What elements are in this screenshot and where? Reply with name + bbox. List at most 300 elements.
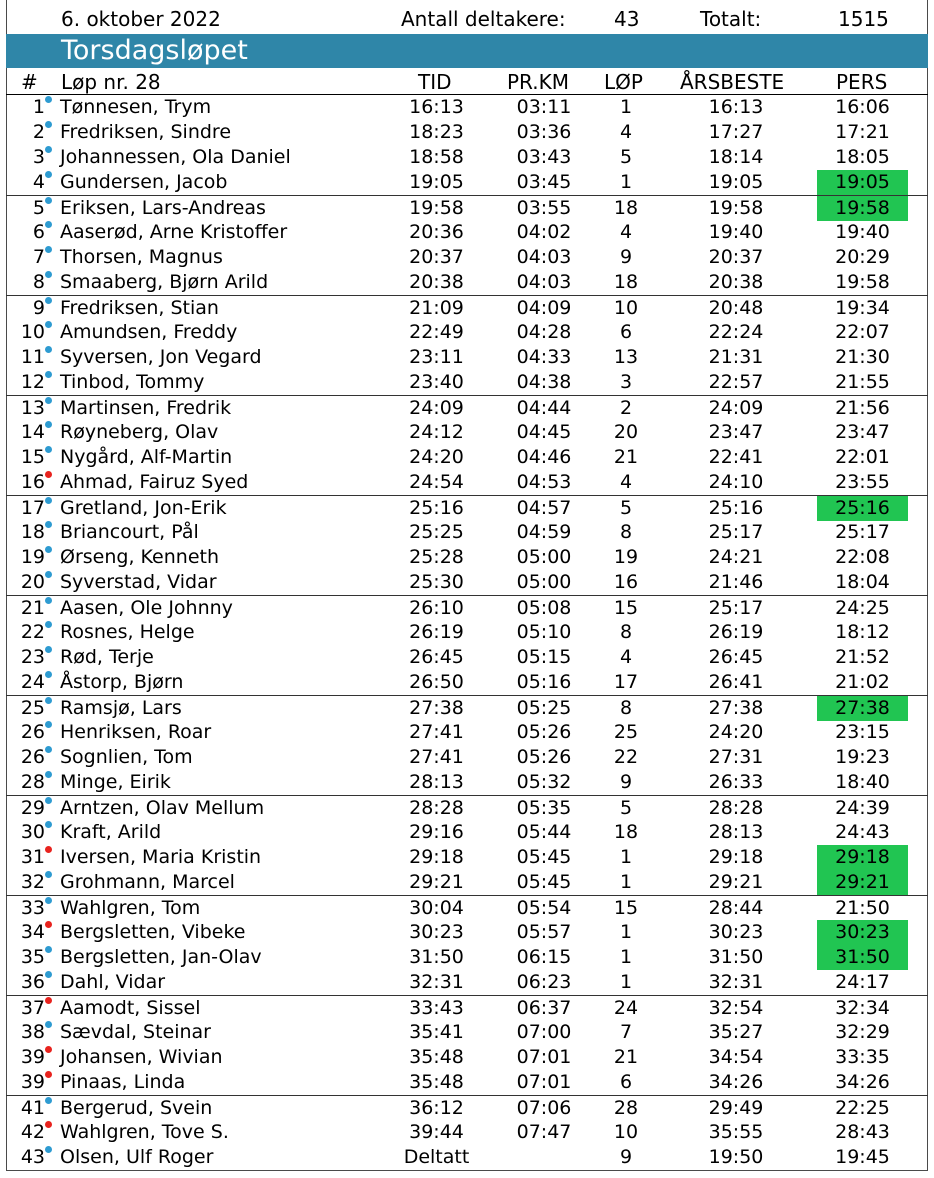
table-row [6, 220, 928, 245]
races-count-cell: 21 [613, 446, 639, 468]
personal-best-cell: 22:08 [835, 546, 890, 568]
races-count-cell: 1 [619, 921, 633, 943]
runner-name: Grohmann, Marcel [60, 871, 235, 893]
row-number: 42 [20, 1121, 45, 1143]
pace-cell: 04:57 [516, 497, 572, 519]
personal-best-cell: 21:55 [835, 371, 890, 393]
time-cell: 39:44 [409, 1121, 464, 1143]
runner-name: Syversen, Jon Vegard [60, 346, 262, 368]
row-number: 28 [20, 771, 45, 793]
female-dot-icon [45, 1121, 52, 1128]
personal-best-cell: 24:43 [835, 821, 890, 843]
time-cell: 19:58 [409, 197, 464, 219]
row-number: 16 [20, 471, 45, 493]
male-dot-icon [45, 771, 52, 778]
male-dot-icon [45, 746, 52, 753]
pace-cell: 07:00 [516, 1021, 572, 1043]
total-label: Totalt: [700, 7, 762, 31]
runner-name: Gretland, Jon-Erik [60, 497, 227, 519]
col-num: # [21, 70, 38, 94]
races-count-cell: 5 [619, 497, 633, 519]
table-row [6, 845, 928, 870]
races-count-cell: 18 [613, 821, 639, 843]
runner-name: Bergerud, Svein [60, 1097, 213, 1119]
time-cell: 29:21 [409, 871, 464, 893]
races-count-cell: 18 [613, 271, 639, 293]
season-best-cell: 16:13 [708, 96, 764, 118]
personal-best-cell: 19:45 [835, 1146, 890, 1168]
races-count-cell: 1 [619, 971, 633, 993]
time-cell: 23:40 [409, 371, 464, 393]
male-dot-icon [45, 197, 52, 204]
table-row [6, 920, 928, 945]
row-number: 11 [20, 346, 45, 368]
row-number: 8 [32, 271, 45, 293]
personal-best-cell: 34:26 [835, 1071, 890, 1093]
season-best-cell: 34:26 [708, 1071, 764, 1093]
races-count-cell: 1 [619, 946, 633, 968]
male-dot-icon [45, 221, 52, 228]
table-row [6, 145, 928, 170]
table-row [6, 820, 928, 845]
time-cell: 29:16 [409, 821, 464, 843]
table-row [6, 1120, 928, 1145]
personal-best-cell: 29:21 [835, 871, 890, 893]
row-number: 23 [20, 646, 45, 668]
personal-best-cell: 28:43 [835, 1121, 890, 1143]
table-row [6, 495, 928, 520]
races-count-cell: 18 [613, 197, 639, 219]
pace-cell: 05:44 [516, 821, 572, 843]
season-best-cell: 28:44 [708, 897, 764, 919]
runner-name: Sævdal, Steinar [60, 1021, 211, 1043]
row-number: 43 [20, 1146, 45, 1168]
races-count-cell: 4 [619, 121, 633, 143]
row-number: 37 [20, 997, 45, 1019]
pace-cell: 04:02 [516, 221, 572, 243]
female-dot-icon [45, 846, 52, 853]
runner-name: Ahmad, Fairuz Syed [60, 471, 249, 493]
runner-name: Wahlgren, Tom [60, 897, 201, 919]
row-number: 5 [32, 197, 45, 219]
pace-cell: 05:16 [516, 671, 572, 693]
race-date: 6. oktober 2022 [61, 7, 221, 31]
row-number: 15 [20, 446, 45, 468]
races-count-cell: 9 [619, 771, 633, 793]
table-row [6, 295, 928, 320]
title-banner [6, 34, 928, 68]
male-dot-icon [45, 571, 52, 578]
table-row [6, 870, 928, 895]
female-dot-icon [45, 471, 52, 478]
pace-cell: 04:38 [516, 371, 572, 393]
male-dot-icon [45, 1097, 52, 1104]
season-best-cell: 29:18 [708, 846, 764, 868]
summary-header [6, 0, 928, 34]
season-best-cell: 26:19 [708, 621, 764, 643]
pace-cell: 07:01 [516, 1046, 572, 1068]
pace-cell: 05:00 [516, 546, 572, 568]
personal-best-cell: 21:02 [835, 671, 890, 693]
personal-best-cell: 22:01 [835, 446, 890, 468]
season-best-cell: 26:33 [708, 771, 764, 793]
personal-best-cell: 22:25 [835, 1097, 890, 1119]
table-row [6, 345, 928, 370]
row-number: 38 [20, 1021, 45, 1043]
races-count-cell: 4 [619, 471, 633, 493]
row-number: 1 [32, 96, 45, 118]
season-best-cell: 19:40 [708, 221, 764, 243]
personal-best-cell: 21:56 [835, 397, 890, 419]
season-best-cell: 17:27 [708, 121, 764, 143]
column-header-row [6, 68, 928, 95]
personal-best-cell: 19:40 [835, 221, 890, 243]
races-count-cell: 20 [613, 421, 639, 443]
time-cell: 35:48 [409, 1071, 464, 1093]
male-dot-icon [45, 271, 52, 278]
table-row [6, 620, 928, 645]
time-cell: 24:54 [409, 471, 464, 493]
row-number: 20 [20, 571, 45, 593]
time-cell: 35:41 [409, 1021, 464, 1043]
personal-best-cell: 21:50 [835, 897, 890, 919]
time-cell: Deltatt [403, 1146, 470, 1168]
runner-name: Olsen, Ulf Roger [60, 1146, 214, 1168]
personal-best-cell: 32:29 [835, 1021, 890, 1043]
time-cell: 30:23 [409, 921, 464, 943]
runner-name: Ørseng, Kenneth [60, 546, 220, 568]
races-count-cell: 1 [619, 846, 633, 868]
races-count-cell: 4 [619, 221, 633, 243]
races-count-cell: 5 [619, 797, 633, 819]
table-row [6, 95, 928, 120]
male-dot-icon [45, 96, 52, 103]
races-count-cell: 8 [619, 621, 633, 643]
runner-name: Aasen, Ole Johnny [60, 597, 233, 619]
pace-cell: 06:37 [516, 997, 572, 1019]
season-best-cell: 27:38 [708, 697, 764, 719]
table-row [6, 445, 928, 470]
pace-cell: 05:26 [516, 721, 572, 743]
time-cell: 24:09 [409, 397, 464, 419]
runner-name: Smaaberg, Bjørn Arild [60, 271, 269, 293]
male-dot-icon [45, 646, 52, 653]
races-count-cell: 10 [613, 1121, 639, 1143]
personal-best-cell: 23:15 [835, 721, 890, 743]
runner-name: Pinaas, Linda [60, 1071, 186, 1093]
personal-best-cell: 25:16 [835, 497, 890, 519]
time-cell: 35:48 [409, 1046, 464, 1068]
personal-best-cell: 33:35 [835, 1046, 890, 1068]
female-dot-icon [45, 921, 52, 928]
time-cell: 25:16 [409, 497, 464, 519]
row-number: 25 [20, 697, 45, 719]
male-dot-icon [45, 597, 52, 604]
runner-name: Briancourt, Pål [60, 521, 199, 543]
personal-best-cell: 18:04 [835, 571, 890, 593]
table-row [6, 320, 928, 345]
runner-name: Syverstad, Vidar [60, 571, 217, 593]
male-dot-icon [45, 721, 52, 728]
pace-cell: 03:43 [516, 146, 572, 168]
personal-best-cell: 19:58 [835, 197, 890, 219]
runner-name: Rød, Terje [60, 646, 154, 668]
page-title: Torsdagsløpet [61, 35, 248, 66]
male-dot-icon [45, 421, 52, 428]
pace-cell: 04:03 [516, 246, 572, 268]
runner-name: Fredriksen, Stian [60, 297, 219, 319]
runner-name: Kraft, Arild [60, 821, 162, 843]
season-best-cell: 25:17 [708, 597, 764, 619]
pace-cell: 04:03 [516, 271, 572, 293]
runner-name: Martinsen, Fredrik [60, 397, 232, 419]
races-count-cell: 8 [619, 697, 633, 719]
male-dot-icon [45, 446, 52, 453]
personal-best-cell: 24:25 [835, 597, 890, 619]
time-cell: 21:09 [409, 297, 464, 319]
runner-name: Johannessen, Ola Daniel [60, 146, 291, 168]
pace-cell: 05:32 [516, 771, 572, 793]
season-best-cell: 26:45 [708, 646, 764, 668]
time-cell: 19:05 [409, 171, 464, 193]
pace-cell: 07:47 [516, 1121, 572, 1143]
table-row [6, 195, 928, 220]
personal-best-cell: 29:18 [835, 846, 890, 868]
personal-best-cell: 30:23 [835, 921, 890, 943]
table-row [6, 895, 928, 920]
runner-name: Tønnesen, Trym [60, 96, 212, 118]
time-cell: 23:11 [409, 346, 464, 368]
time-cell: 33:43 [409, 997, 464, 1019]
season-best-cell: 18:14 [708, 146, 764, 168]
time-cell: 20:37 [409, 246, 464, 268]
table-row [6, 370, 928, 395]
time-cell: 25:30 [409, 571, 464, 593]
time-cell: 30:04 [409, 897, 464, 919]
male-dot-icon [45, 1021, 52, 1028]
season-best-cell: 28:13 [708, 821, 764, 843]
races-count-cell: 15 [613, 897, 639, 919]
row-number: 33 [20, 897, 45, 919]
pace-cell: 04:28 [516, 321, 572, 343]
female-dot-icon [45, 997, 52, 1004]
col-tid: TID [418, 70, 452, 94]
personal-best-cell: 17:21 [835, 121, 890, 143]
pace-cell: 05:25 [516, 697, 572, 719]
participants-count: 43 [614, 7, 640, 31]
season-best-cell: 22:24 [708, 321, 764, 343]
season-best-cell: 25:17 [708, 521, 764, 543]
col-arsbeste: ÅRSBESTE [680, 70, 785, 94]
pace-cell: 04:09 [516, 297, 572, 319]
runner-name: Thorsen, Magnus [60, 246, 223, 268]
races-count-cell: 1 [619, 871, 633, 893]
personal-best-cell: 19:58 [835, 271, 890, 293]
runner-name: Ramsjø, Lars [60, 697, 182, 719]
races-count-cell: 6 [619, 1071, 633, 1093]
season-best-cell: 20:38 [708, 271, 764, 293]
runner-name: Aaserød, Arne Kristoffer [60, 221, 288, 243]
pace-cell: 07:01 [516, 1071, 572, 1093]
row-number: 41 [20, 1097, 45, 1119]
time-cell: 26:19 [409, 621, 464, 643]
runner-name: Iversen, Maria Kristin [60, 846, 262, 868]
races-count-cell: 6 [619, 321, 633, 343]
row-number: 17 [20, 497, 45, 519]
pace-cell: 04:59 [516, 521, 572, 543]
races-count-cell: 16 [613, 571, 639, 593]
personal-best-cell: 21:30 [835, 346, 890, 368]
time-cell: 25:28 [409, 546, 464, 568]
col-pers: PERS [836, 70, 888, 94]
time-cell: 36:12 [409, 1097, 464, 1119]
personal-best-cell: 18:12 [835, 621, 890, 643]
pace-cell: 05:35 [516, 797, 572, 819]
runner-name: Røyneberg, Olav [60, 421, 219, 443]
table-row [6, 1070, 928, 1095]
table-row [6, 1020, 928, 1045]
time-cell: 18:58 [409, 146, 464, 168]
season-best-cell: 24:09 [708, 397, 764, 419]
time-cell: 27:38 [409, 697, 464, 719]
table-row [6, 970, 928, 995]
male-dot-icon [45, 971, 52, 978]
table-row [6, 395, 928, 420]
pace-cell: 04:53 [516, 471, 572, 493]
runner-name: Johansen, Wivian [60, 1046, 223, 1068]
row-number: 19 [20, 546, 45, 568]
male-dot-icon [45, 821, 52, 828]
season-best-cell: 22:41 [708, 446, 764, 468]
personal-best-cell: 32:34 [835, 997, 890, 1019]
pace-cell: 05:00 [516, 571, 572, 593]
runner-name: Wahlgren, Tove S. [60, 1121, 229, 1143]
row-number: 4 [32, 171, 45, 193]
table-row [6, 595, 928, 620]
personal-best-cell: 21:52 [835, 646, 890, 668]
races-count-cell: 1 [619, 171, 633, 193]
row-number: 31 [20, 846, 45, 868]
male-dot-icon [45, 546, 52, 553]
col-lop: LØP [604, 70, 643, 94]
table-row [6, 1145, 928, 1170]
races-count-cell: 13 [613, 346, 639, 368]
runner-name: Rosnes, Helge [60, 621, 195, 643]
time-cell: 18:23 [409, 121, 464, 143]
female-dot-icon [45, 1046, 52, 1053]
races-count-cell: 5 [619, 146, 633, 168]
runner-name: Henriksen, Roar [60, 721, 212, 743]
season-best-cell: 28:28 [708, 797, 764, 819]
row-number: 9 [32, 297, 45, 319]
table-row [6, 470, 928, 495]
personal-best-cell: 19:23 [835, 746, 890, 768]
table-row [6, 545, 928, 570]
row-number: 7 [32, 246, 45, 268]
pace-cell: 04:45 [516, 421, 572, 443]
table-row [6, 520, 928, 545]
time-cell: 31:50 [409, 946, 464, 968]
row-number: 39 [20, 1071, 45, 1093]
season-best-cell: 24:10 [708, 471, 764, 493]
male-dot-icon [45, 697, 52, 704]
races-count-cell: 9 [619, 1146, 633, 1168]
personal-best-cell: 16:06 [835, 96, 890, 118]
male-dot-icon [45, 1146, 52, 1153]
row-number: 10 [20, 321, 45, 343]
row-number: 26 [20, 721, 45, 743]
runner-name: Gundersen, Jacob [60, 171, 228, 193]
pace-cell: 06:23 [516, 971, 572, 993]
male-dot-icon [45, 897, 52, 904]
table-row [6, 770, 928, 795]
table-row [6, 720, 928, 745]
personal-best-cell: 19:05 [835, 171, 890, 193]
table-row [6, 1095, 928, 1120]
male-dot-icon [45, 246, 52, 253]
pace-cell: 05:15 [516, 646, 572, 668]
season-best-cell: 19:05 [708, 171, 764, 193]
time-cell: 28:28 [409, 797, 464, 819]
runner-name: Minge, Eirik [60, 771, 171, 793]
time-cell: 26:45 [409, 646, 464, 668]
season-best-cell: 21:31 [708, 346, 764, 368]
pace-cell: 03:45 [516, 171, 572, 193]
personal-best-cell: 18:40 [835, 771, 890, 793]
male-dot-icon [45, 671, 52, 678]
personal-best-cell: 19:34 [835, 297, 890, 319]
row-number: 26 [20, 746, 45, 768]
male-dot-icon [45, 371, 52, 378]
pace-cell: 05:45 [516, 871, 572, 893]
time-cell: 29:18 [409, 846, 464, 868]
row-number: 30 [20, 821, 45, 843]
row-number: 12 [20, 371, 45, 393]
races-count-cell: 8 [619, 521, 633, 543]
personal-best-cell: 27:38 [835, 697, 890, 719]
table-row [6, 745, 928, 770]
participants-label: Antall deltakere: [401, 7, 566, 31]
time-cell: 26:50 [409, 671, 464, 693]
runner-name: Tinbod, Tommy [60, 371, 205, 393]
races-count-cell: 10 [613, 297, 639, 319]
races-count-cell: 28 [613, 1097, 639, 1119]
row-number: 22 [20, 621, 45, 643]
personal-best-cell: 20:29 [835, 246, 890, 268]
runner-name: Nygård, Alf-Martin [60, 446, 233, 468]
season-best-cell: 19:50 [708, 1146, 764, 1168]
season-best-cell: 24:21 [708, 546, 764, 568]
personal-best-cell: 23:55 [835, 471, 890, 493]
female-dot-icon [45, 1071, 52, 1078]
season-best-cell: 31:50 [708, 946, 764, 968]
table-row [6, 995, 928, 1020]
season-best-cell: 35:27 [708, 1021, 764, 1043]
total-value: 1515 [838, 7, 889, 31]
season-best-cell: 22:57 [708, 371, 764, 393]
season-best-cell: 19:58 [708, 197, 764, 219]
time-cell: 26:10 [409, 597, 464, 619]
table-row [6, 270, 928, 295]
time-cell: 20:38 [409, 271, 464, 293]
season-best-cell: 29:21 [708, 871, 764, 893]
races-count-cell: 25 [613, 721, 639, 743]
male-dot-icon [45, 521, 52, 528]
time-cell: 16:13 [409, 96, 464, 118]
time-cell: 27:41 [409, 721, 464, 743]
row-number: 34 [20, 921, 45, 943]
runner-name: Eriksen, Lars-Andreas [60, 197, 266, 219]
